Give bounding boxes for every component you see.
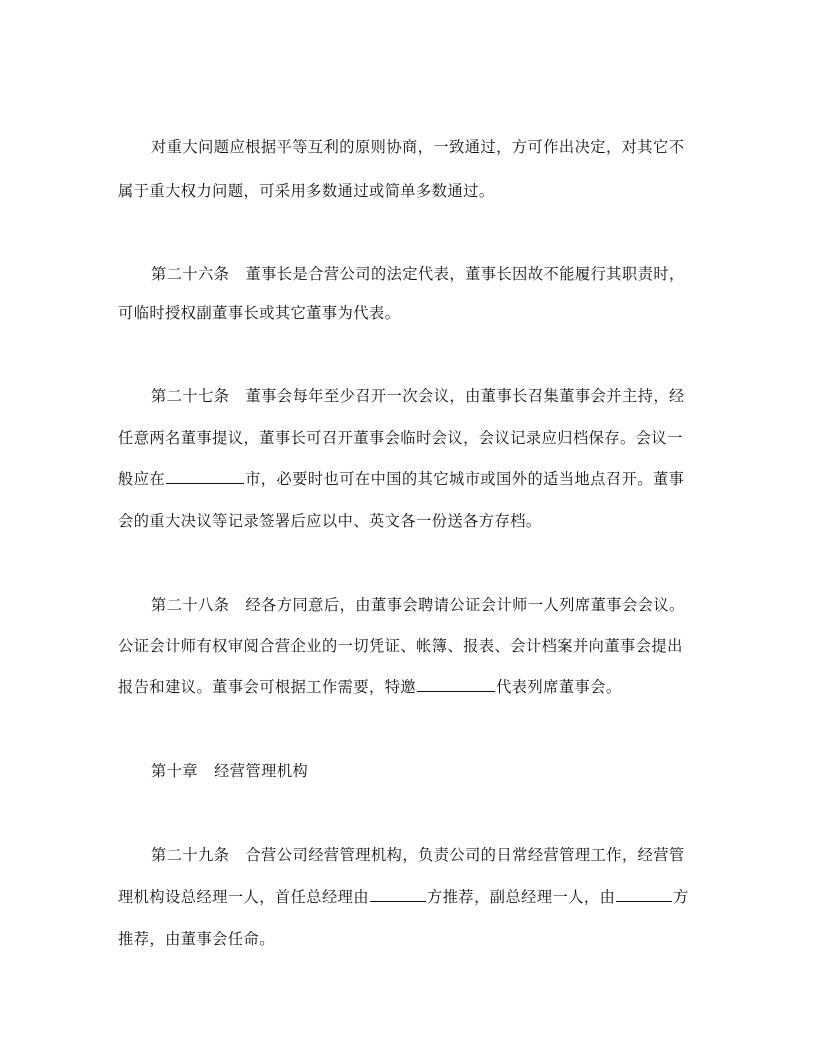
article-text: 报告和建议。董事会可根据工作需要，特邀 — [118, 678, 417, 696]
chapter-number: 第十章 — [151, 762, 199, 780]
article-number: 第二十八条 — [151, 596, 230, 614]
article-28-line — [151, 595, 685, 615]
chapter-heading — [151, 761, 308, 781]
fill-in-blank — [166, 469, 244, 484]
article-number: 第二十七条 — [151, 387, 230, 405]
paragraph-line — [151, 137, 684, 157]
paragraph-text: 对重大问题应根据平等互利的原则协商，一致通过，方可作出决定，对其它不 — [151, 138, 685, 156]
article-29-line — [151, 845, 685, 865]
article-text: 董事长是合营公司的法定代表，董事长因故不能履行其职责时， — [245, 265, 685, 283]
fill-in-blank — [370, 887, 426, 902]
article-28-line — [118, 636, 683, 656]
fill-in-blank — [616, 887, 672, 902]
article-26-line — [118, 303, 400, 323]
article-text: 代表列席董事会。 — [496, 678, 622, 696]
paragraph-line — [118, 181, 495, 201]
chapter-title: 经营管理机构 — [214, 762, 309, 780]
article-text: 推荐，由董事会任命。 — [118, 930, 275, 948]
article-text: 董事会每年至少召开一次会议，由董事长召集董事会并主持，经 — [245, 387, 685, 405]
article-27-line — [118, 511, 542, 531]
article-text: 公证会计师有权审阅合营企业的一切凭证、帐簿、报表、会计档案并向董事会提出 — [118, 637, 683, 655]
article-number: 第二十六条 — [151, 265, 230, 283]
article-27-line — [118, 469, 684, 489]
article-26-line — [151, 264, 685, 284]
article-number: 第二十九条 — [151, 846, 230, 864]
article-text: 经各方同意后，由董事会聘请公证会计师一人列席董事会会议。 — [245, 596, 685, 614]
article-28-line — [118, 677, 622, 697]
article-text: 方推荐，副总经理一人，由 — [427, 888, 616, 906]
paragraph-text: 属于重大权力问题，可采用多数通过或简单多数通过。 — [118, 182, 495, 200]
article-text: 可临时授权副董事长或其它董事为代表。 — [118, 304, 401, 322]
article-text: 般应在 — [118, 470, 166, 488]
article-29-line — [118, 887, 689, 907]
article-text: 理机构设总经理一人，首任总经理由 — [118, 888, 369, 906]
article-text: 合营公司经营管理机构，负责公司的日常经营管理工作，经营管 — [245, 846, 685, 864]
article-text: 市，必要时也可在中国的其它城市或国外的适当地点召开。董事 — [245, 470, 685, 488]
article-27-line — [151, 386, 685, 406]
article-text: 会的重大决议等记录签署后应以中、英文各一份送各方存档。 — [118, 512, 542, 530]
article-text: 任意两名董事提议，董事长可召开董事会临时会议，会议记录应归档保存。会议一 — [118, 429, 683, 447]
fill-in-blank — [417, 677, 495, 692]
article-27-line — [118, 428, 683, 448]
article-text: 方 — [673, 888, 689, 906]
article-29-line — [118, 929, 275, 949]
